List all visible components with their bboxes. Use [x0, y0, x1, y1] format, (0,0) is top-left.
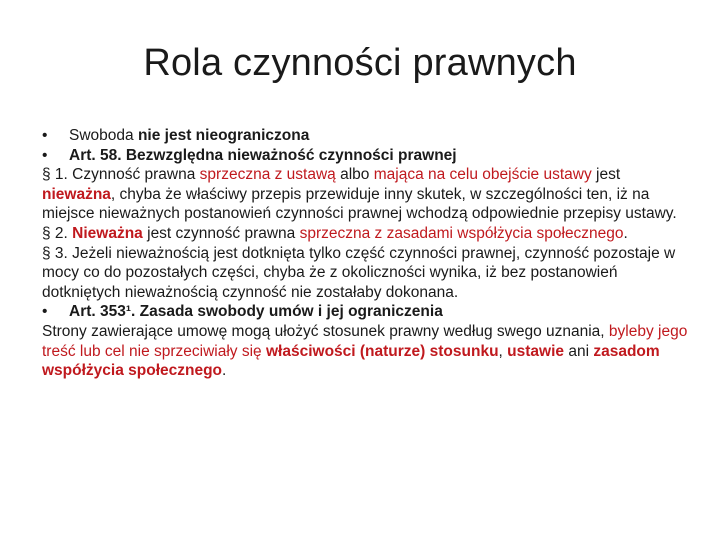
paragraph-58-1 — [42, 165, 692, 224]
text-run-red: sprzeczna z ustawą — [199, 166, 336, 184]
text-run: . — [623, 224, 628, 242]
paragraph-353 — [42, 322, 692, 381]
text-run-red: sprzeczna z zasadami współżycia społecznego — [299, 224, 624, 242]
text-run: § 3. Jeżeli nieważnością jest dotknięta tylko część czynności prawnej, czynność pozostaje w mocy co do pozostałych części, chyba że z okoliczności wynika, iż bez postanowień dotkniętych nieważnością czynność nie zostałaby dokonana. — [42, 244, 676, 301]
text-run: jest — [591, 166, 621, 184]
article-heading: Art. 58. Bezwzględna nieważność czynności prawnej — [69, 146, 457, 164]
paragraph-58-3 — [42, 244, 692, 303]
bullet-icon: • — [42, 127, 48, 144]
bullet-item-art-353 — [42, 302, 692, 322]
text-run-red-bold: właściwości (naturze) stosunku — [265, 342, 499, 360]
text-run-red-bold: nieważna — [42, 185, 111, 203]
text-run: § 1. Czynność prawna — [42, 166, 200, 184]
text-run: jest czynność prawna — [142, 224, 300, 242]
text-run-red-bold: ustawie — [507, 342, 565, 360]
bullet-item-swoboda — [42, 126, 692, 146]
text-run: § 2. — [42, 224, 73, 242]
text-run: albo — [335, 166, 374, 184]
text-run: Swoboda — [69, 127, 138, 144]
text-run: ani — [564, 342, 594, 360]
text-run-bold: nie jest nieograniczona — [137, 127, 310, 144]
bullet-icon: • — [42, 303, 48, 321]
text-run: Strony zawierające umowę mogą ułożyć stosunek prawny według swego uznania, — [42, 322, 609, 340]
bullet-item-art-58 — [42, 146, 692, 166]
bullet-icon: • — [42, 146, 48, 164]
text-run-red-bold: zasadom współżycia społecznego — [42, 342, 660, 380]
text-run-red-bold: Nieważna — [72, 224, 143, 242]
text-run: , — [498, 342, 508, 360]
slide-content — [42, 126, 692, 381]
paragraph-58-2 — [42, 224, 692, 244]
article-heading: Art. 353¹. Zasada swobody umów i jej ograniczenia — [69, 303, 443, 321]
text-run: , chyba że właściwy przepis przewiduje inny skutek, w szczególności ten, iż na miejsce nieważnych postanowień czynności prawnej wchodzą odpowiednie przepisy ustawy. — [42, 185, 677, 223]
text-run: . — [222, 362, 227, 380]
text-run-red: mająca na celu obejście ustawy — [373, 166, 592, 184]
text-run-red: byleby jego treść lub cel nie sprzeciwiały się — [42, 322, 688, 360]
slide-title: Rola czynności prawnych — [143, 42, 577, 84]
